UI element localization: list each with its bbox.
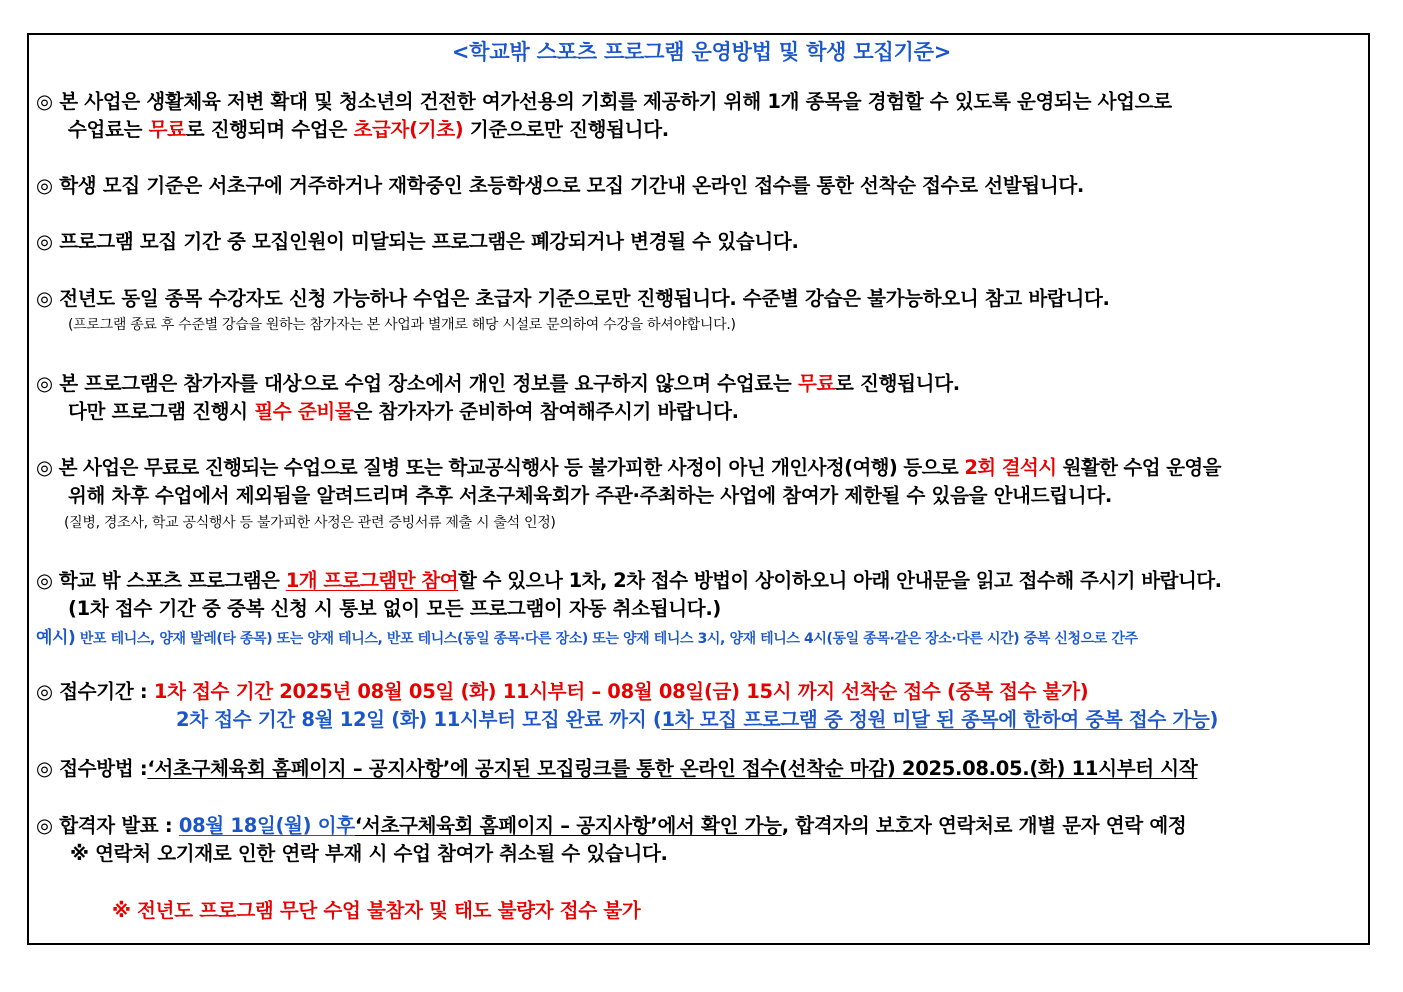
section-4-line-1 xyxy=(36,283,1110,311)
section-7-line-2: (1차 접수 기간 중 중복 신청 시 통보 없이 모든 프로그램이 자동 취소됩니다.) xyxy=(68,597,722,620)
s1-text-c: 로 진행되며 수업은 xyxy=(185,118,354,141)
bullet-icon: ◎ xyxy=(36,569,53,592)
section-6-line-1 xyxy=(36,452,1221,480)
bullet-icon: ◎ xyxy=(36,372,53,395)
announce-date: 08월 18일(월) 이후 xyxy=(178,814,355,837)
s7-text-c: 할 수 있으나 1차, 2차 접수 방법이 상이하오니 아래 안내문을 읽고 접수해 주시기 바랍니다. xyxy=(458,569,1222,592)
example-label: 예시) xyxy=(36,628,76,648)
announce-label: 합격자 발표 : xyxy=(59,814,179,837)
section-5-line-2 xyxy=(68,396,739,424)
section-10-line-2: ※ 연락처 오기재로 인한 연락 부재 시 수업 참여가 취소될 수 있습니다. xyxy=(70,842,668,865)
bullet-icon: ◎ xyxy=(36,680,53,703)
s6-text-a: 본 사업은 무료로 진행되는 수업으로 질병 또는 학교공식행사 등 불가피한 사정이 아닌 개인사정(여행) 등으로 xyxy=(58,456,965,479)
bullet-icon: ◎ xyxy=(36,757,53,780)
s1-text-e: 기준으로만 진행됩니다. xyxy=(463,118,669,141)
page-title: <학교밖 스포츠 프로그램 운영방법 및 학생 모집기준> xyxy=(451,40,952,64)
example-text: 반포 테니스, 양재 발레(타 종목) 또는 양재 테니스, 반포 테니스(동일 종목·다른 장소) 또는 양재 테니스 3시, 양재 테니스 4시(동일 종목·같은 장소·다른 시간) 중복 신청으로 간주 xyxy=(75,631,1138,647)
second-period: 2차 접수 기간 8월 12일 (화) 11시부터 모집 완료 까지 ( xyxy=(176,708,662,731)
section-1-text: 본 사업은 생활체육 저변 확대 및 청소년의 건전한 여가선용의 기회를 제공하기 위해 1개 종목을 경험할 수 있도록 운영되는 사업으로 xyxy=(59,90,1172,113)
first-period: 1차 접수 기간 2025년 08월 05일 (화) 11시부터 – 08월 08일(금) 15시 까지 선착순 접수 (중복 접수 불가) xyxy=(153,680,1089,703)
section-4-note: (프로그램 종료 후 수준별 강습을 원하는 참가자는 본 사업과 별개로 해당 시설로 문의하여 수강을 하셔야합니다.) xyxy=(68,317,736,333)
required-supplies-highlight: 필수 준비물 xyxy=(254,400,354,423)
method-label: 접수방법 : xyxy=(59,757,148,780)
absence-highlight: 2회 결석시 xyxy=(964,456,1057,479)
announce-contact: , 합격자의 보호자 연락처로 개별 문자 연락 예정 xyxy=(781,814,1187,837)
section-1-line-2 xyxy=(68,114,669,142)
s5-text-c: 로 진행됩니다. xyxy=(835,372,960,395)
s5-text-a: 본 프로그램은 참가자를 대상으로 수업 장소에서 개인 정보를 요구하지 않으며 수업료는 xyxy=(59,372,798,395)
section-6-line-2: 위해 차후 수업에서 제외됨을 알려드리며 추후 서초구체육회가 주관·주최하는 사업에 참여가 제한될 수 있음을 안내드립니다. xyxy=(68,484,1112,507)
bullet-icon: ◎ xyxy=(36,90,53,113)
s6-text-c: 원활한 수업 운영을 xyxy=(1056,456,1221,479)
section-1-line-1 xyxy=(36,86,1172,114)
section-7-example xyxy=(36,623,1138,648)
s5-text-2c: 은 참가자가 준비하여 참여해주시기 바랍니다. xyxy=(353,400,739,423)
bullet-icon: ◎ xyxy=(36,456,53,479)
announce-where: ‘서초구체육회 홈페이지 – 공지사항’에서 확인 가능 xyxy=(354,814,782,837)
bullet-icon: ◎ xyxy=(36,174,53,197)
method-text: ‘서초구체육회 홈페이지 – 공지사항’에 공지된 모집링크를 통한 온라인 접수(선착순 마감) 2025.08.05.(화) 11시부터 시작 xyxy=(147,757,1198,780)
bullet-icon: ◎ xyxy=(36,814,53,837)
section-6-note: (질병, 경조사, 학교 공식행사 등 불가피한 사정은 관련 증빙서류 제출 시 출석 인정) xyxy=(64,515,556,531)
s1-text-a: 수업료는 xyxy=(68,118,149,141)
second-period-close: ) xyxy=(1209,708,1219,731)
s7-text-a: 학교 밖 스포츠 프로그램은 xyxy=(58,569,286,592)
beginner-highlight: 초급자(기초) xyxy=(353,118,464,141)
section-2 xyxy=(36,170,1084,198)
section-10-line-1 xyxy=(36,810,1186,838)
bullet-icon: ◎ xyxy=(36,287,53,310)
free-highlight: 무료 xyxy=(797,372,836,395)
footer-warning: ※ 전년도 프로그램 무단 수업 불참자 및 태도 불량자 접수 불가 xyxy=(112,899,641,922)
bullet-icon: ◎ xyxy=(36,230,53,253)
section-5-line-1 xyxy=(36,368,960,396)
section-2-text: 학생 모집 기준은 서초구에 거주하거나 재학중인 초등학생으로 모집 기간내 온라인 접수를 통한 선착순 접수로 선발됩니다. xyxy=(59,174,1085,197)
section-9 xyxy=(36,753,1197,781)
second-period-condition: 1차 모집 프로그램 중 정원 미달 된 종목에 한하여 중복 접수 가능 xyxy=(661,708,1210,731)
section-8-line-2 xyxy=(176,704,1218,732)
free-highlight: 무료 xyxy=(148,118,186,141)
one-program-highlight: 1개 프로그램만 참여 xyxy=(285,569,459,592)
section-7-line-1 xyxy=(36,565,1222,593)
section-3 xyxy=(36,226,799,254)
section-4-text: 전년도 동일 종목 수강자도 신청 가능하나 수업은 초급자 기준으로만 진행됩니다. 수준별 강습은 불가능하오니 참고 바랍니다. xyxy=(59,287,1110,310)
s5-text-2a: 다만 프로그램 진행시 xyxy=(68,400,255,423)
period-label: 접수기간 : xyxy=(59,680,154,703)
section-8-line-1 xyxy=(36,676,1088,704)
section-3-text: 프로그램 모집 기간 중 모집인원이 미달되는 프로그램은 폐강되거나 변경될 수 있습니다. xyxy=(59,230,799,253)
